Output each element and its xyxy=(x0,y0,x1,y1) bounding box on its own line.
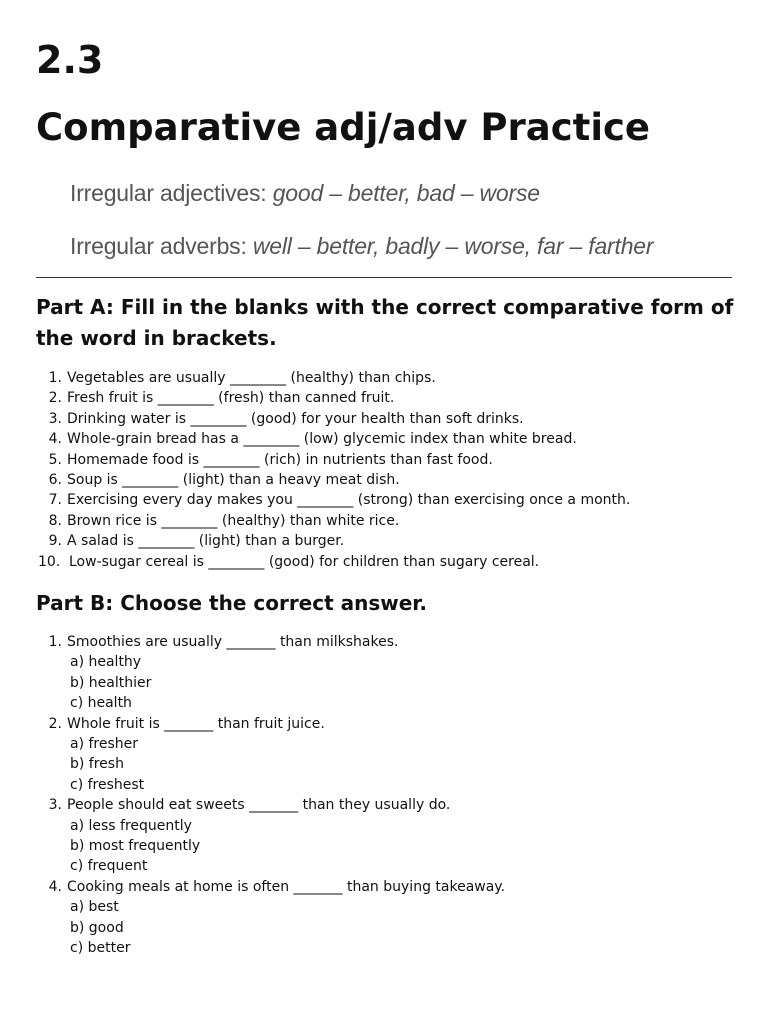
part-a-item xyxy=(40,388,740,408)
item-number: 3. xyxy=(48,410,62,427)
part-a-item xyxy=(40,429,740,449)
item-text: Low-sugar cereal is ________ (good) for children than sugary cereal. xyxy=(69,553,540,570)
item-number: 2. xyxy=(48,390,62,407)
adverbs-examples: well – better, badly – worse, far – farther xyxy=(252,233,654,259)
part-a-item xyxy=(40,450,740,470)
part-b-question xyxy=(40,877,740,897)
item-text: Soup is ________ (light) than a heavy meat dish. xyxy=(67,472,400,489)
answer-option: b) most frequently xyxy=(70,838,201,855)
part-a-item xyxy=(40,552,740,572)
question-number: 2. xyxy=(48,715,62,732)
part-b-question xyxy=(40,795,740,815)
item-text: Homemade food is ________ (rich) in nutrients than fast food. xyxy=(67,451,493,468)
answer-option: b) healthier xyxy=(70,674,152,691)
part-a-item xyxy=(40,511,740,531)
adjectives-label: Irregular adjectives: xyxy=(70,180,273,206)
item-number: 4. xyxy=(48,431,62,448)
question-number: 3. xyxy=(48,797,62,814)
adverbs-label: Irregular adverbs: xyxy=(70,233,253,259)
part-a-heading: Part A: Fill in the blanks with the correct comparative form of the word in brackets. xyxy=(36,295,734,350)
answer-option: a) healthy xyxy=(70,654,142,671)
divider xyxy=(36,277,732,278)
part-a-list xyxy=(40,368,740,572)
answer-option: a) best xyxy=(70,899,119,916)
answer-option: c) better xyxy=(70,940,131,957)
answer-option: b) good xyxy=(70,919,124,936)
part-b-heading: Part B: Choose the correct answer. xyxy=(36,591,427,615)
item-number: 7. xyxy=(48,492,62,509)
item-text: Vegetables are usually ________ (healthy) than chips. xyxy=(67,370,436,386)
answer-option: a) less frequently xyxy=(70,817,192,834)
item-text: Exercising every day makes you ________ (strong) than exercising once a month. xyxy=(67,492,631,509)
item-text: A salad is ________ (light) than a burger. xyxy=(67,533,345,550)
item-text: Brown rice is ________ (healthy) than white rice. xyxy=(67,512,400,529)
question-text: Whole fruit is _______ than fruit juice. xyxy=(67,715,325,732)
part-b-list xyxy=(40,632,740,959)
irregular-adverbs-note xyxy=(70,233,653,260)
part-b-question xyxy=(40,632,740,652)
section-number: 2.3 xyxy=(36,38,104,82)
item-number: 1. xyxy=(48,370,62,386)
item-number: 5. xyxy=(48,451,62,468)
answer-option: c) health xyxy=(70,695,132,712)
answer-option: c) frequent xyxy=(70,858,148,875)
item-number: 6. xyxy=(48,472,62,489)
part-a-item xyxy=(40,470,740,490)
item-number: 10. xyxy=(38,553,61,570)
item-text: Whole-grain bread has a ________ (low) glycemic index than white bread. xyxy=(67,431,577,448)
part-b-question xyxy=(40,714,740,734)
answer-option: c) freshest xyxy=(70,776,145,793)
part-a-item xyxy=(40,368,740,388)
part-a-item xyxy=(40,409,740,429)
part-a-item xyxy=(40,490,740,510)
item-text: Fresh fruit is ________ (fresh) than canned fruit. xyxy=(67,390,395,407)
question-text: People should eat sweets _______ than they usually do. xyxy=(67,797,451,814)
page-title: Comparative adj/adv Practice xyxy=(36,106,651,149)
question-number: 1. xyxy=(48,634,62,650)
irregular-adjectives-note xyxy=(70,180,540,207)
part-a-item xyxy=(40,531,740,551)
question-number: 4. xyxy=(48,878,62,895)
item-number: 9. xyxy=(48,533,62,550)
adjectives-examples: good – better, bad – worse xyxy=(272,180,540,206)
question-text: Cooking meals at home is often _______ than buying takeaway. xyxy=(67,878,506,895)
item-number: 8. xyxy=(48,512,62,529)
question-text: Smoothies are usually _______ than milkshakes. xyxy=(67,634,399,650)
answer-option: b) fresh xyxy=(70,756,124,773)
answer-option: a) fresher xyxy=(70,736,139,753)
item-text: Drinking water is ________ (good) for your health than soft drinks. xyxy=(67,410,524,427)
